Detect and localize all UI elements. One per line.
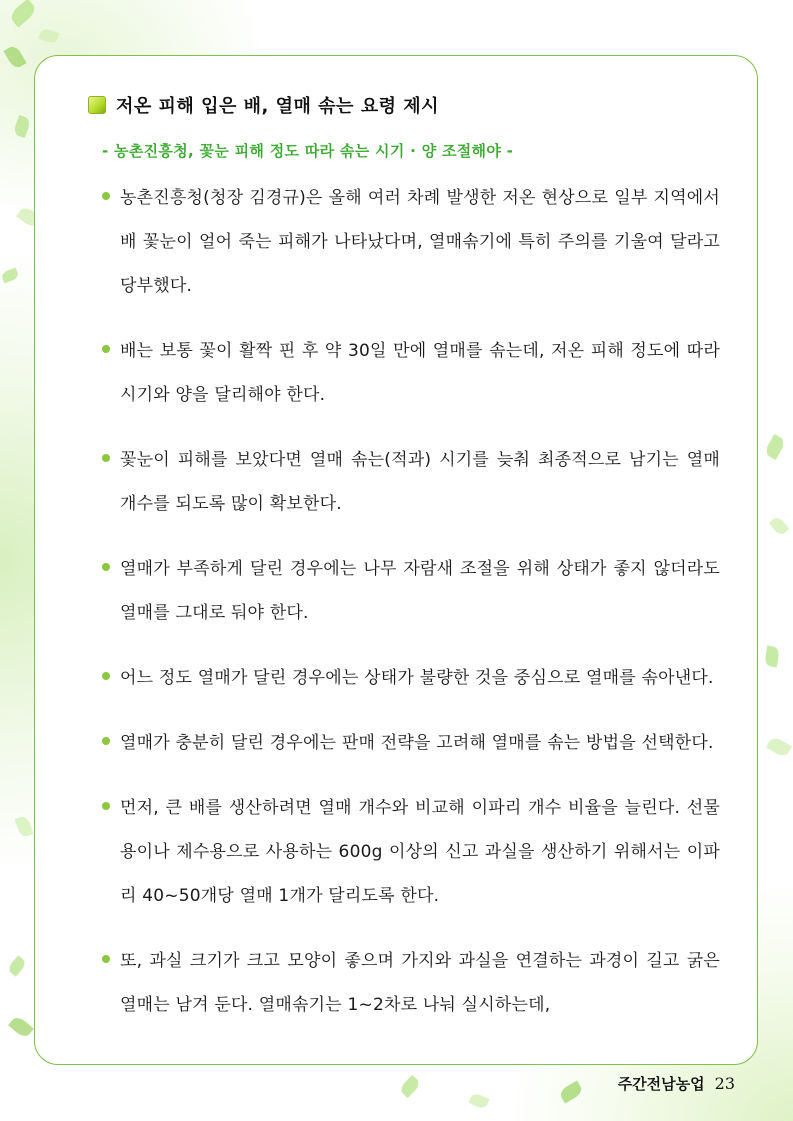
bullet-dot-icon [102,955,110,963]
leaf-decoration [1,268,20,284]
list-item-text: 열매가 충분히 달린 경우에는 판매 전략을 고려해 열매를 솎는 방법을 선택한다. [120,733,714,753]
bullet-dot-icon [102,737,110,745]
leaf-decoration [763,434,786,460]
list-item-text: 어느 정도 열매가 달린 경우에는 상태가 불량한 것을 중심으로 열매를 솎아낸다. [120,668,714,688]
article-title: 저온 피해 입은 배, 열매 솎는 요령 제시 [116,96,440,117]
square-bullet-icon [88,96,106,114]
leaf-decoration [8,0,38,27]
list-item [100,786,720,918]
bullet-dot-icon [102,192,110,200]
list-item-text: 먼저, 큰 배를 생산하려면 열매 개수와 비교해 이파리 개수 비율을 늘린다. 선물용이나 제수용으로 사용하는 600g 이상의 신고 과실을 생산하기 위해서는 이파리 40~50개당 열매 1개가 달리도록 한다. [120,798,720,906]
leaf-decoration [558,1080,584,1103]
list-item-text: 꽃눈이 피해를 보았다면 열매 솎는(적과) 시기를 늦춰 최종적으로 남기는 열매 개수를 되도록 많이 확보한다. [120,450,720,514]
list-item [100,176,720,308]
leaf-decoration [398,1075,421,1098]
leaf-decoration [14,815,33,838]
list-item-text: 또, 과실 크기가 크고 모양이 좋으며 가지와 과실을 연결하는 과경이 길고 굵은 열매는 남겨 둔다. 열매솎기는 1~2차로 나눠 실시하는데, [120,951,720,1015]
bullet-dot-icon [102,672,110,680]
list-item [100,939,720,1027]
list-item-text: 열매가 부족하게 달린 경우에는 나무 자람새 조절을 위해 상태가 좋지 않더라도 열매를 그대로 둬야 한다. [120,559,720,623]
list-item-text: 농촌진흥청(청장 김경규)은 올해 여러 차례 발생한 저온 현상으로 일부 지역에서 배 꽃눈이 얼어 죽는 피해가 나타났다며, 열매솎기에 특히 주의를 기울여 달라고 당부했다. [120,188,720,296]
bullet-list [100,176,720,1048]
leaf-decoration [769,515,790,537]
list-item [100,656,720,700]
leaf-decoration [12,115,31,138]
list-item [100,721,720,765]
list-item [100,547,720,635]
leaf-decoration [8,1015,34,1040]
bullet-dot-icon [102,802,110,810]
leaf-decoration [766,735,792,758]
bullet-dot-icon [102,563,110,571]
page-footer [618,1073,735,1094]
article-title-row [88,92,439,118]
list-item [100,329,720,417]
page-number: 23 [714,1074,735,1093]
leaf-decoration [468,1092,489,1110]
bullet-dot-icon [102,345,110,353]
article-subtitle: - 농촌진흥청, 꽃눈 피해 정도 따라 솎는 시기 · 양 조절해야 - [102,142,514,160]
leaf-decoration [38,27,59,44]
list-item-text: 배는 보통 꽃이 활짝 핀 후 약 30일 만에 열매를 솎는데, 저온 피해 정도에 따라 시기와 양을 달리해야 한다. [120,341,720,405]
leaf-decoration [764,646,780,668]
list-item [100,438,720,526]
publication-name: 주간전남농업 [617,1075,705,1093]
bullet-dot-icon [102,454,110,462]
leaf-decoration [3,44,26,70]
leaf-decoration [7,955,28,977]
